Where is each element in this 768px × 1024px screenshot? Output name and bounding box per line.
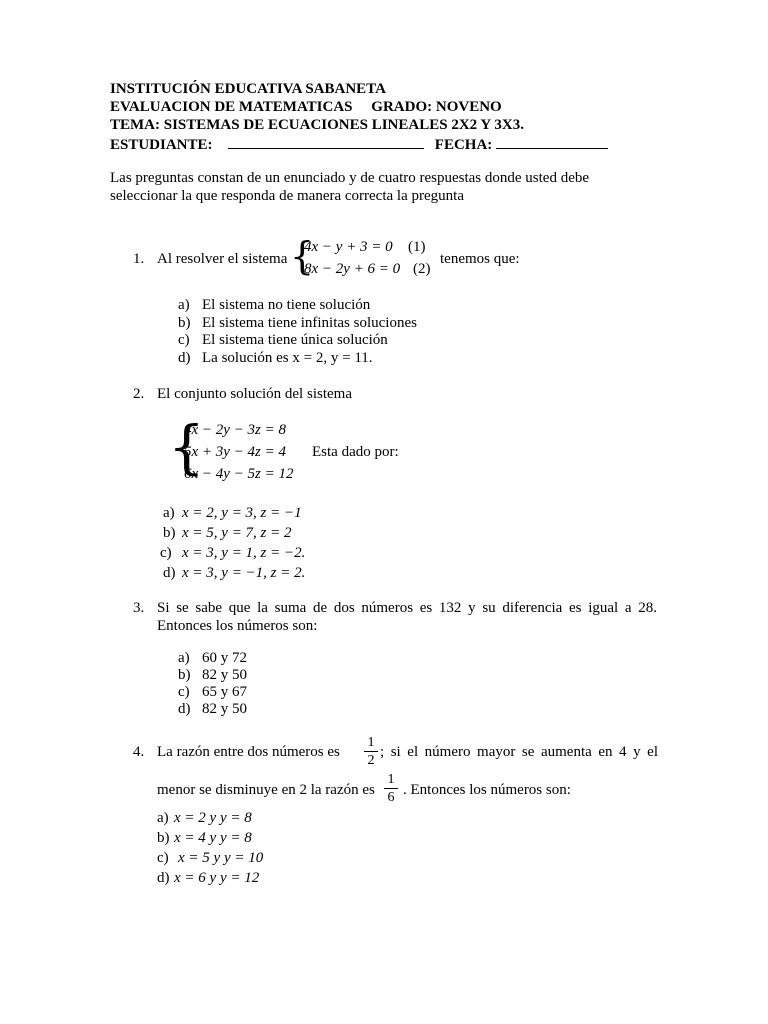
- q1-option-b: El sistema tiene infinitas soluciones: [202, 315, 417, 331]
- q4-option-b-letter: b): [157, 830, 170, 846]
- q1-option-c-letter: c): [178, 332, 190, 348]
- q3-option-c: 65 y 67: [202, 684, 247, 700]
- q4-option-a-letter: a): [157, 810, 169, 826]
- q4-fraction-2-numerator: 1: [387, 772, 395, 787]
- q2-number: 2.: [133, 386, 145, 402]
- q1-option-d: La solución es x = 2, y = 11.: [202, 350, 373, 366]
- q2-option-d-letter: d): [163, 565, 176, 581]
- q4-option-b: x = 4 y y = 8: [174, 830, 252, 846]
- q3-option-c-letter: c): [178, 684, 190, 700]
- evaluation-title: [110, 98, 502, 116]
- student-date-line: [110, 134, 608, 154]
- q3-number: 3.: [133, 600, 145, 616]
- q4-fraction-1: [364, 735, 378, 768]
- q4-line-2a: menor se disminuye en 2 la razón es: [157, 782, 375, 798]
- q2-tail: Esta dado por:: [312, 444, 399, 460]
- q3-option-b: 82 y 50: [202, 667, 247, 683]
- q1-eq1-tag: (1): [408, 239, 426, 255]
- intro-line-2: seleccionar la que responda de manera correcta la pregunta: [110, 188, 464, 204]
- q2-text: El conjunto solución del sistema: [157, 386, 352, 402]
- grade-label: GRADO: NOVENO: [371, 99, 502, 115]
- q3-line-2: Entonces los números son:: [157, 618, 318, 634]
- q2-option-a-letter: a): [163, 505, 175, 521]
- q3-option-b-letter: b): [178, 667, 191, 683]
- q4-option-a: x = 2 y y = 8: [174, 810, 252, 826]
- q2-option-d: x = 3, y = −1, z = 2.: [182, 565, 306, 581]
- q3-option-a: 60 y 72: [202, 650, 247, 666]
- q1-option-b-letter: b): [178, 315, 191, 331]
- q2-option-c: x = 3, y = 1, z = −2.: [182, 545, 306, 561]
- q3-option-d: 82 y 50: [202, 701, 247, 717]
- date-label: FECHA:: [434, 137, 493, 153]
- q1-eq2-tag: (2): [413, 261, 431, 277]
- q2-option-b: x = 5, y = 7, z = 2: [182, 525, 292, 541]
- q3-option-a-letter: a): [178, 650, 190, 666]
- q1-option-d-letter: d): [178, 350, 191, 366]
- q1-option-c: El sistema tiene única solución: [202, 332, 388, 348]
- q1-eq1: 4x − y + 3 = 0: [304, 239, 393, 255]
- q4-option-c: x = 5 y y = 10: [178, 850, 264, 866]
- q4-option-c-letter: c): [157, 850, 169, 866]
- student-name-blank[interactable]: [228, 134, 424, 149]
- q4-number: 4.: [133, 744, 145, 760]
- q1-option-a-letter: a): [178, 297, 190, 313]
- q2-option-a: x = 2, y = 3, z = −1: [182, 505, 302, 521]
- q4-line-1b: ; si el número mayor se aumenta en 4 y el: [380, 744, 658, 760]
- student-label: ESTUDIANTE:: [110, 137, 213, 153]
- institution-title: INSTITUCIÓN EDUCATIVA SABANETA: [110, 81, 386, 97]
- q4-fraction-2: [384, 772, 398, 805]
- q2-brace: {: [168, 413, 205, 481]
- topic-title: TEMA: SISTEMAS DE ECUACIONES LINEALES 2X2 Y 3X3.: [110, 117, 524, 133]
- q1-text: Al resolver el sistema: [157, 251, 288, 267]
- q4-fraction-1-numerator: 1: [367, 735, 375, 750]
- q1-eq2: 8x − 2y + 6 = 0: [304, 261, 401, 277]
- q4-fraction-2-bar: [384, 788, 398, 789]
- date-blank[interactable]: [496, 134, 608, 149]
- q2-option-b-letter: b): [163, 525, 176, 541]
- q1-brace: {: [290, 234, 315, 278]
- q4-fraction-2-denominator: 6: [387, 790, 395, 805]
- q4-option-d: x = 6 y y = 12: [174, 870, 260, 886]
- q2-eq1: 4x − 2y − 3z = 8: [184, 422, 287, 438]
- q1-option-a: El sistema no tiene solución: [202, 297, 371, 313]
- q4-fraction-1-denominator: 2: [367, 753, 375, 768]
- evaluation-name: EVALUACION DE MATEMATICAS: [110, 99, 353, 115]
- intro-line-1: Las preguntas constan de un enunciado y de cuatro respuestas donde usted debe: [110, 170, 590, 186]
- q1-number: 1.: [133, 251, 145, 267]
- q4-line-1a: La razón entre dos números es: [157, 744, 340, 760]
- q3-option-d-letter: d): [178, 701, 191, 717]
- q1-tail: tenemos que:: [440, 251, 520, 267]
- q4-line-2b: . Entonces los números son:: [403, 782, 571, 798]
- q2-eq2: 5x + 3y − 4z = 4: [184, 444, 287, 460]
- q3-line-1: Si se sabe que la suma de dos números es 132 y su diferencia es igual a 28.: [157, 600, 657, 616]
- q2-eq3: 6x − 4y − 5z = 12: [184, 466, 294, 482]
- q4-option-d-letter: d): [157, 870, 170, 886]
- q4-fraction-1-bar: [364, 751, 378, 752]
- q2-option-c-letter: c): [160, 545, 172, 561]
